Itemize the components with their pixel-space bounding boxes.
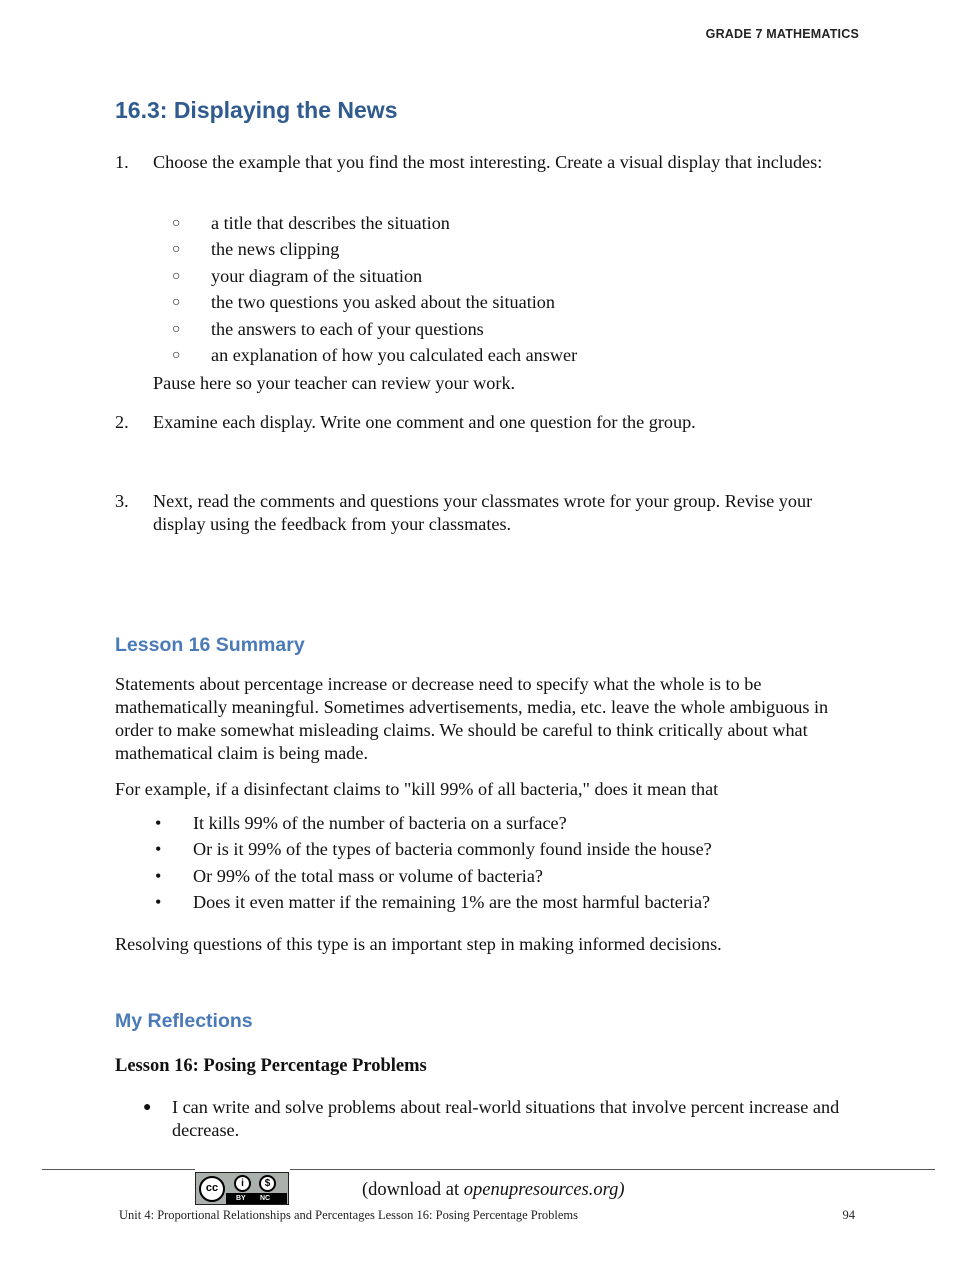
bullet-icon: • bbox=[155, 892, 162, 913]
circle-bullet-icon: ○ bbox=[172, 347, 181, 363]
list-item: • Or is it 99% of the types of bacteria commonly found inside the house? bbox=[155, 839, 712, 860]
summary-heading: Lesson 16 Summary bbox=[115, 634, 305, 656]
bullet-icon: • bbox=[155, 865, 162, 886]
item-text: Examine each display. Write one comment and one question for the group. bbox=[153, 412, 696, 432]
list-item: ○ the news clipping bbox=[172, 239, 340, 260]
license-by-label: BY bbox=[236, 1195, 246, 1202]
item-number: 1. bbox=[115, 152, 129, 172]
list-item: • It kills 99% of the number of bacteria on a surface? bbox=[155, 813, 567, 833]
list-item: ○ your diagram of the situation bbox=[172, 265, 423, 286]
creative-commons-icon: cc bbox=[199, 1176, 225, 1202]
download-prefix: (download at bbox=[362, 1180, 464, 1200]
bullet-icon: • bbox=[155, 839, 162, 860]
summary-bullet-list bbox=[115, 812, 712, 918]
cc-license-badge bbox=[195, 1172, 289, 1205]
list-item: ○ the two questions you asked about the situation bbox=[172, 292, 555, 313]
noncommercial-icon: $ bbox=[259, 1175, 276, 1192]
footer-unit-text: Unit 4: Proportional Relationships and Percentages Lesson 16: Posing Percentage Problems bbox=[119, 1208, 578, 1222]
circle-bullet-icon: ○ bbox=[172, 216, 181, 231]
reflections-heading: My Reflections bbox=[115, 1010, 253, 1032]
list-item: • Does it even matter if the remaining 1% are the most harmful bacteria? bbox=[155, 892, 711, 913]
circle-bullet-icon: ○ bbox=[172, 321, 181, 337]
summary-paragraph-2: For example, if a disinfectant claims to "kill 99% of all bacteria," does it mean that bbox=[115, 779, 719, 799]
reflection-text: I can write and solve problems about real-world situations that involve percent increase and decrease. bbox=[172, 1097, 840, 1140]
grade-header: GRADE 7 MATHEMATICS bbox=[705, 27, 859, 41]
circle-bullet-icon: ○ bbox=[172, 295, 181, 311]
list-item: • Or 99% of the total mass or volume of bacteria? bbox=[155, 865, 543, 886]
circle-bullet-icon: ○ bbox=[172, 242, 181, 258]
summary-paragraph-3: Resolving questions of this type is an important step in making informed decisions. bbox=[115, 934, 722, 954]
activity-title: 16.3: Displaying the News bbox=[115, 97, 398, 123]
pause-note: Pause here so your teacher can review your work. bbox=[153, 373, 516, 393]
circle-bullet-icon: ○ bbox=[172, 268, 181, 284]
list-item: ○ an explanation of how you calculated each answer bbox=[172, 344, 578, 365]
download-note bbox=[362, 1180, 625, 1201]
reflection-lesson-title: Lesson 16: Posing Percentage Problems bbox=[115, 1056, 427, 1076]
footer-rule bbox=[290, 1169, 935, 1170]
list-item: ○ a title that describes the situation bbox=[172, 213, 450, 233]
display-requirements-list bbox=[153, 212, 577, 370]
item-text: Choose the example that you find the most interesting. Create a visual display that includes: bbox=[153, 152, 823, 172]
page-number: 94 bbox=[842, 1208, 855, 1222]
footer-rule bbox=[42, 1169, 195, 1170]
bullet-icon: ● bbox=[143, 1100, 152, 1115]
download-link[interactable]: openupresources.org) bbox=[463, 1180, 625, 1200]
bullet-icon: • bbox=[155, 813, 162, 833]
attribution-icon: i bbox=[234, 1175, 251, 1192]
item-number: 2. bbox=[115, 412, 129, 432]
list-item: ○ the answers to each of your questions bbox=[172, 318, 484, 339]
summary-paragraph-1: Statements about percentage increase or decrease need to specify what the whole is to be mathematically meaningful. Sometimes advertisements, media, etc. leave the whole ambiguous in order to make somewhat misleading claims. We should be careful to think critically about what mathematical claim is being made. bbox=[115, 674, 829, 763]
license-nc-label: NC bbox=[260, 1195, 271, 1202]
item-number: 3. bbox=[115, 491, 129, 511]
item-text: Next, read the comments and questions your classmates wrote for your group. Revise your display using the feedback from your classmates. bbox=[153, 491, 813, 534]
